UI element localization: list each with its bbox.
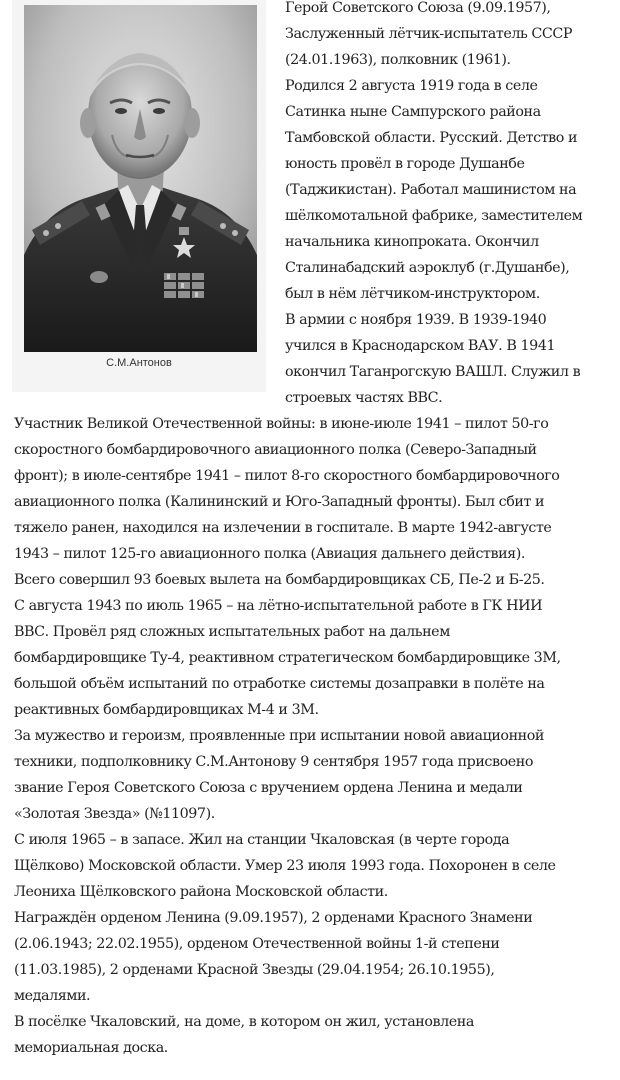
text-line: авиационного полка (Калининский и Юго-Западный фронты). Был сбит и: [14, 494, 545, 510]
text-line: большой объём испытаний по отработке системы дозаправки в полёте на: [14, 676, 545, 692]
text-line: Всего совершил 93 боевых вылета на бомбардировщиках СБ, Пе-2 и Б-25.: [14, 572, 545, 588]
text-line: фронт); в июле-сентябре 1941 – пилот 8-го скоростного бомбардировочного: [14, 468, 560, 484]
text-line: Щёлково) Московской области. Умер 23 июля 1993 года. Похоронен в селе: [14, 858, 556, 874]
text-line: Герой Советского Союза (9.09.1957),: [285, 0, 551, 16]
text-line: начальника кинопроката. Окончил: [285, 234, 539, 250]
text-line: строевых частях ВВС.: [285, 390, 443, 406]
text-line: (24.01.1963), полковник (1961).: [285, 52, 511, 68]
text-line: был в нём лётчиком-инструктором.: [285, 286, 540, 302]
text-line: (2.06.1943; 22.02.1955), орденом Отечественной войны 1-й степени: [14, 936, 500, 952]
text-line: За мужество и героизм, проявленные при испытании новой авиационной: [14, 728, 544, 744]
text-line: реактивных бомбардировщиках М-4 и 3М.: [14, 702, 319, 718]
text-line: учился в Краснодарском ВАУ. В 1941: [285, 338, 556, 354]
text-line: шёлкомотальной фабрике, заместителем: [285, 208, 583, 224]
text-line: Участник Великой Отечественной войны: в июне-июле 1941 – пилот 50-го: [14, 416, 549, 432]
text-line: мемориальная доска.: [14, 1040, 168, 1056]
text-line: Тамбовской области. Русский. Детство и: [285, 130, 578, 146]
text-line: бомбардировщике Ту-4, реактивном стратегическом бомбардировщике 3М,: [14, 650, 561, 666]
text-line: медалями.: [14, 988, 91, 1004]
text-line: Сталинабадский аэроклуб (г.Душанбе),: [285, 260, 570, 276]
text-line: юность провёл в городе Душанбе: [285, 156, 525, 172]
text-line: Награждён орденом Ленина (9.09.1957), 2 орденами Красного Знамени: [14, 910, 533, 926]
text-line: С июля 1965 – в запасе. Жил на станции Чкаловская (в черте города: [14, 832, 510, 848]
text-line: Заслуженный лётчик-испытатель СССР: [285, 26, 573, 42]
text-line: ВВС. Провёл ряд сложных испытательных работ на дальнем: [14, 624, 450, 640]
text-line: звание Героя Советского Союза с вручением ордена Ленина и медали: [14, 780, 523, 796]
text-line: (Таджикистан). Работал машинистом на: [285, 182, 577, 198]
text-line: «Золотая Звезда» (№11097).: [14, 806, 215, 822]
text-line: скоростного бомбардировочного авиационного полка (Северо-Западный: [14, 442, 537, 458]
text-line: Родился 2 августа 1919 года в селе: [285, 78, 538, 94]
text-line: В армии с ноября 1939. В 1939-1940: [285, 312, 547, 328]
text-line: тяжело ранен, находился на излечении в госпитале. В марте 1942-августе: [14, 520, 552, 536]
text-line: окончил Таганрогскую ВАШЛ. Служил в: [285, 364, 581, 380]
text-line: (11.03.1985), 2 орденами Красной Звезды (29.04.1954; 26.10.1955),: [14, 962, 495, 978]
text-line: Сатинка ныне Сампурского района: [285, 104, 541, 120]
photo-caption: С.М.Антонов: [106, 357, 172, 369]
text-line: техники, подполковнику С.М.Антонову 9 сентября 1957 года присвоено: [14, 754, 533, 770]
text-line: В посёлке Чкаловский, на доме, в котором он жил, установлена: [14, 1014, 474, 1030]
text-line: 1943 – пилот 125-го авиационного полка (Авиация дальнего действия).: [14, 546, 525, 562]
text-line: С августа 1943 по июль 1965 – на лётно-испытательной работе в ГК НИИ: [14, 598, 543, 614]
text-line: Леониха Щёлковского района Московской области.: [14, 884, 388, 900]
